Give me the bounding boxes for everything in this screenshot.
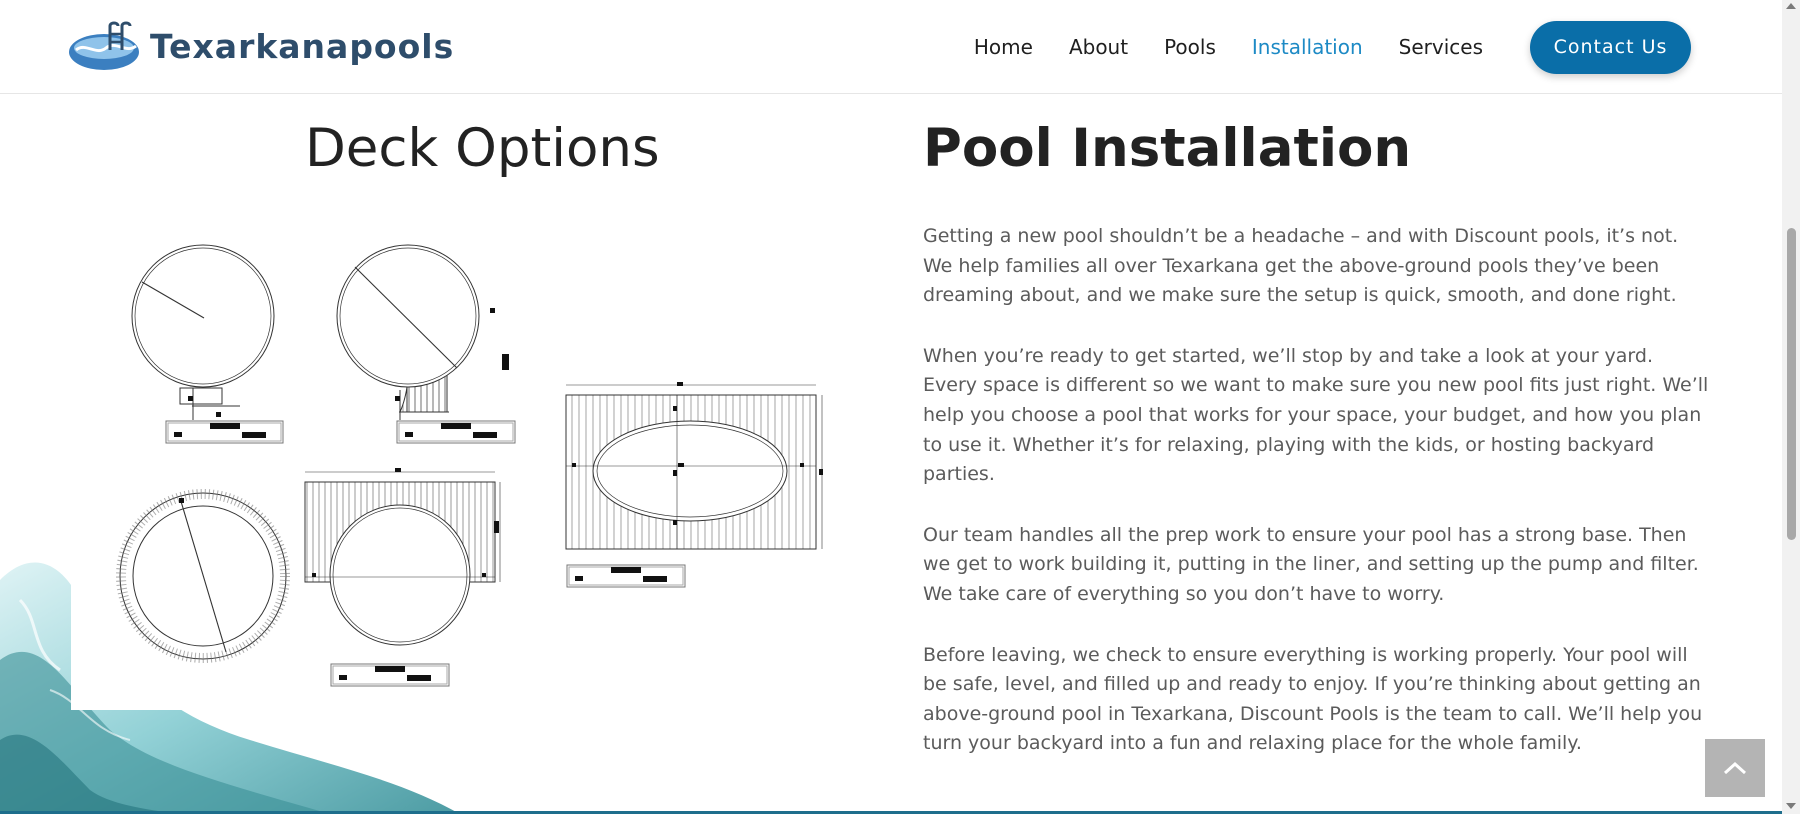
- installation-paragraph: Before leaving, we check to ensure everything is working properly. Your pool will be safe, level, and filled up and ready to enjoy. If you’re thinking about getting an above-ground pool in Texarkana, Discount Pools is the team to call. We’ll help you turn your backyard into a fun and relaxing place for the whole family.: [923, 643, 1703, 755]
- pool-installation-title: Pool Installation: [923, 118, 1412, 179]
- back-to-top-button[interactable]: [1705, 739, 1765, 797]
- site-header: [0, 0, 1782, 94]
- nav-home[interactable]: Home: [973, 35, 1033, 59]
- logo-text: Texarkanapools: [150, 26, 455, 66]
- nav-pools[interactable]: Pools: [1164, 35, 1216, 59]
- main-nav: [974, 0, 1782, 94]
- installation-paragraph: Our team handles all the prep work to ensure your pool has a strong base. Then we get to work building it, putting in the liner, and setting up the pump and filter. We take care of everything so you don’t have to worry.: [923, 523, 1699, 605]
- scroll-down-arrow-icon[interactable]: [1786, 803, 1796, 809]
- chevron-up-icon: [1722, 760, 1748, 776]
- deck-options-diagram: [100, 230, 830, 700]
- installation-paragraph: When you’re ready to get started, we’ll stop by and take a look at your yard. Every space is different so we want to make sure you new pool fits just right. We’ll help you choose a pool that works for your space, your budget, and how you plan to use it. Whether it’s for relaxing, playing with the kids, or hosting backyard parties.: [923, 344, 1709, 486]
- site-logo[interactable]: [68, 20, 454, 72]
- contact-us-button[interactable]: Contact Us: [1530, 21, 1691, 74]
- pool-ladder-logo-icon: [68, 20, 142, 72]
- nav-about[interactable]: About: [1068, 35, 1129, 59]
- page-scrollbar[interactable]: [1782, 0, 1800, 814]
- installation-body: [923, 222, 1713, 790]
- scroll-up-arrow-icon[interactable]: [1786, 3, 1796, 9]
- scroll-thumb[interactable]: [1787, 228, 1796, 540]
- installation-paragraph: Getting a new pool shouldn’t be a headache – and with Discount pools, it’s not. We help families all over Texarkana get the above-ground pools they’ve been dreaming about, and we make sure the setup is quick, smooth, and done right.: [923, 225, 1679, 307]
- deck-options-title: Deck Options: [305, 118, 660, 179]
- nav-services[interactable]: Services: [1398, 35, 1483, 59]
- nav-installation[interactable]: Installation: [1251, 35, 1363, 59]
